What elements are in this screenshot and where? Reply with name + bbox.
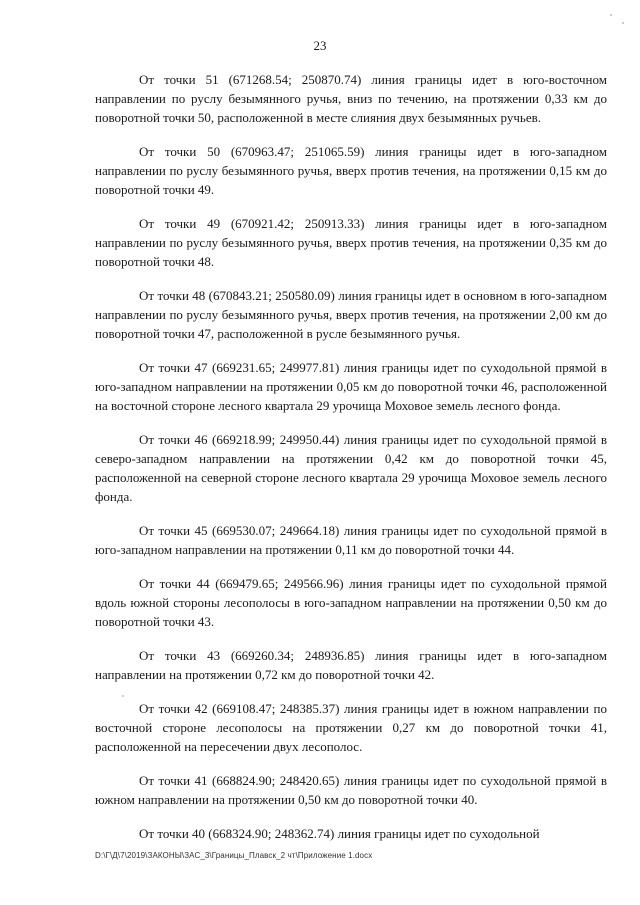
footer-file-path: D:\Г\Д\7\2019\ЗАКОНЫ\ЗАС_3\Границы_Плавск_2 чт\Приложение 1.docx (95, 851, 373, 860)
paragraph-point-40: От точки 40 (668324.90; 248362.74) линия границы идет по суходольной (139, 826, 540, 841)
paragraph-point-42: От точки 42 (669108.47; 248385.37) линия границы идет в южном направлении по восточной стороне лесополосы на протяжении 0,27 км до поворотной точки 41, расположенной на пересечении двух лесополос. (95, 701, 607, 754)
paragraph-point-43: От точки 43 (669260.34; 248936.85) линия границы идет в юго-западном направлении на протяжении 0,72 км до поворотной точки 42. (95, 648, 607, 682)
paragraph-point-48: От точки 48 (670843.21; 250580.09) линия границы идет в основном в юго-западном направлении по руслу безымянного ручья, вверх против течения, на протяжении 2,00 км до поворотной точки 47, расположенной в русле безымянного ручья. (95, 288, 607, 341)
paragraph-point-47: От точки 47 (669231.65; 249977.81) линия границы идет по суходольной прямой в юго-западном направлении на протяжении 0,05 км до поворотной точки 46, расположенной на восточной стороне лесного квартала 29 урочища Моховое земель лесного фонда. (95, 360, 607, 413)
paragraph-point-49: От точки 49 (670921.42; 250913.33) линия границы идет в юго-западном направлении по руслу безымянного ручья, вверх против течения, на протяжении 0,35 км до поворотной точки 48. (95, 216, 607, 269)
scan-speck (610, 14, 612, 16)
scan-speck (622, 22, 624, 24)
document-body (95, 70, 607, 858)
paragraph-point-41: От точки 41 (668824.90; 248420.65) линия границы идет по суходольной прямой в южном направлении на протяжении 0,50 км до поворотной точки 40. (95, 773, 607, 807)
paragraph-point-50: От точки 50 (670963.47; 251065.59) линия границы идет в юго-западном направлении по руслу безымянного ручья, вверх против течения, на протяжении 0,15 км до поворотной точки 49. (95, 144, 607, 197)
paragraph-point-46: От точки 46 (669218.99; 249950.44) линия границы идет по суходольной прямой в северо-западном направлении на протяжении 0,42 км до поворотной точки 45, расположенной на северной стороне лесного квартала 29 урочища Моховое земель лесного фонда. (95, 432, 607, 504)
scan-speck (122, 695, 124, 697)
paragraph-point-45: От точки 45 (669530.07; 249664.18) линия границы идет по суходольной прямой в юго-западном направлении на протяжении 0,11 км до поворотной точки 44. (95, 523, 607, 557)
page-number: 23 (313, 38, 327, 53)
paragraph-point-51: От точки 51 (671268.54; 250870.74) линия границы идет в юго-восточном направлении по руслу безымянного ручья, вниз по течению, на протяжении 0,33 км до поворотной точки 50, расположенной в месте слияния двух безымянных ручьев. (95, 72, 607, 125)
paragraph-point-44: От точки 44 (669479.65; 249566.96) линия границы идет по суходольной прямой вдоль южной стороны лесополосы в юго-западном направлении на протяжении 0,50 км до поворотной точки 43. (95, 576, 607, 629)
